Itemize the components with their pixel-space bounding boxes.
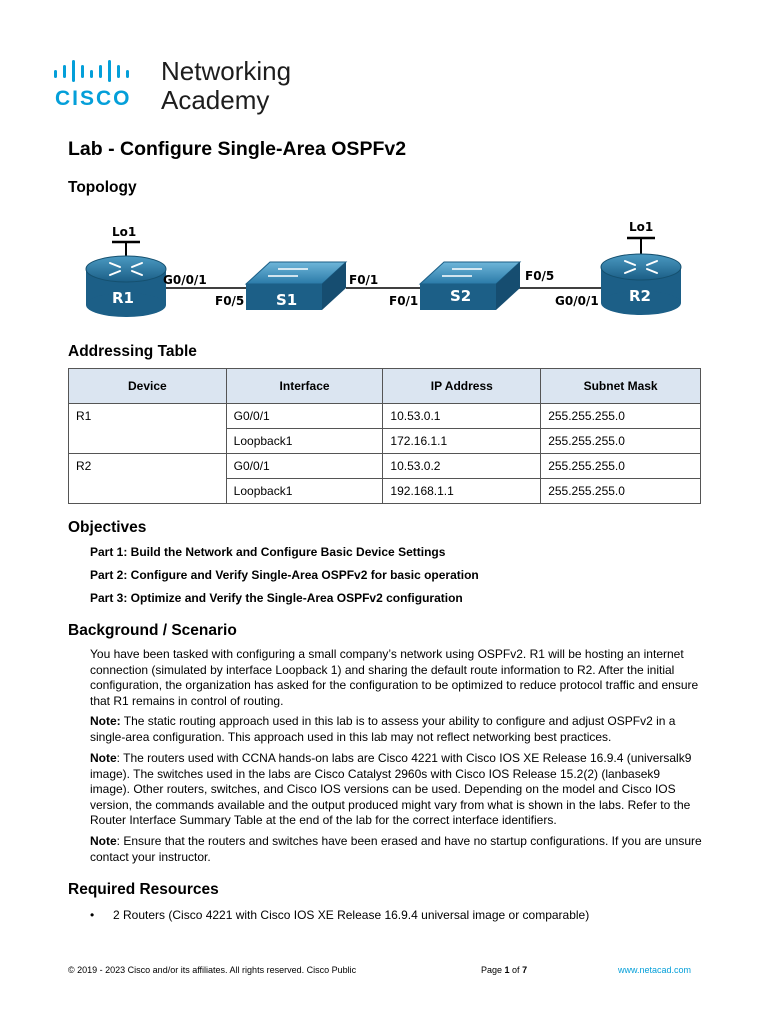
table-cell: 255.255.255.0: [541, 429, 701, 454]
s1-label: S1: [276, 291, 298, 309]
r2-label: R2: [629, 287, 651, 305]
s2-f05-label: F0/5: [525, 269, 555, 283]
table-cell: [69, 479, 227, 504]
table-cell: G0/0/1: [226, 404, 383, 429]
note-2-label: Note: [90, 751, 117, 765]
table-cell: 255.255.255.0: [541, 404, 701, 429]
cisco-bars-icon: [52, 60, 148, 82]
table-cell: G0/0/1: [226, 454, 383, 479]
r1-label: R1: [112, 289, 134, 307]
required-resources-heading: Required Resources: [68, 881, 219, 898]
r1-g001-label: G0/0/1: [163, 273, 207, 287]
bullet-icon: •: [90, 908, 95, 922]
col-device: Device: [69, 369, 227, 404]
table-cell: 10.53.0.1: [383, 404, 541, 429]
footer-link-container: [618, 965, 691, 975]
table-cell: R1: [69, 404, 227, 429]
lo1-left-label: Lo1: [112, 225, 137, 239]
note-3-label: Note: [90, 834, 117, 848]
footer-copyright: © 2019 - 2023 Cisco and/or its affiliates. All rights reserved. Cisco Public: [68, 965, 357, 975]
loopback-right: [627, 238, 655, 254]
table-row: [69, 454, 701, 479]
background-heading: Background / Scenario: [68, 622, 237, 639]
table-cell: 255.255.255.0: [541, 479, 701, 504]
table-cell: [69, 429, 227, 454]
page-current: 1: [504, 965, 510, 975]
page-prefix: Page: [481, 965, 505, 975]
cisco-wordmark: CISCO: [55, 87, 132, 110]
objectives-heading: Objectives: [68, 519, 147, 536]
s1-f01-label: F0/1: [349, 273, 379, 287]
table-cell: 172.16.1.1: [383, 429, 541, 454]
addressing-table: [68, 368, 701, 504]
table-row: [69, 429, 701, 454]
s2-f01-label: F0/1: [389, 294, 419, 308]
background-intro: You have been tasked with configuring a small company’s network using OSPFv2. R1 will be hosting an internet connection (simulated by interface Loopback 1) and sharing the default route information to R2. After the initial configuration, the organization has asked for the configuration to be optimized to reduce protocol traffic and ensure that R1 remains in control of routing.: [90, 647, 699, 708]
router-r2-icon: [601, 254, 681, 315]
col-subnet-mask: Subnet Mask: [541, 369, 701, 404]
r2-g001-label: G0/0/1: [555, 294, 599, 308]
page-total: 7: [522, 965, 528, 975]
col-interface: Interface: [226, 369, 383, 404]
table-cell: 192.168.1.1: [383, 479, 541, 504]
table-row: [69, 404, 701, 429]
page-sep: of: [509, 965, 523, 975]
academy-line-2: Academy: [161, 85, 270, 115]
addressing-table-heading: Addressing Table: [68, 343, 197, 360]
objective-part-2: Part 2: Configure and Verify Single-Area OSPFv2 for basic operation: [90, 568, 479, 582]
note-3: [90, 834, 702, 865]
table-cell: 255.255.255.0: [541, 454, 701, 479]
netacad-link[interactable]: www.netacad.com: [618, 965, 692, 975]
resource-item: 2 Routers (Cisco 4221 with Cisco IOS XE Release 16.9.4 universal image or comparable): [113, 908, 590, 922]
note-2-text: : The routers used with CCNA hands-on labs are Cisco 4221 with Cisco IOS XE Release 16.9.4 (universalk9 image). The switches used in the labs are Cisco Catalyst 2960s with Cisco IOS Release 15.2(2) (lanbasek9 image). Other routers, switches, and Cisco IOS versions can be used. Depending on the model and Cisco IOS version, the commands available and the output produced might vary from what is shown in the labs. Refer to the Router Interface Summary Table at the end of the lab for the correct interface identifiers.: [90, 751, 692, 827]
objective-part-3: Part 3: Optimize and Verify the Single-Area OSPFv2 configuration: [90, 591, 463, 605]
router-r1-icon: [86, 256, 166, 317]
table-cell: Loopback1: [226, 479, 383, 504]
table-cell: 10.53.0.2: [383, 454, 541, 479]
cisco-networking-academy-logo: [52, 56, 312, 116]
s2-label: S2: [450, 287, 472, 305]
page-title: Lab - Configure Single-Area OSPFv2: [68, 138, 407, 160]
loopback-left: [112, 242, 140, 256]
academy-line-1: Networking: [161, 56, 292, 86]
topology-heading: Topology: [68, 179, 137, 196]
note-1-text: The static routing approach used in this lab is to assess your ability to configure and adjust OSPFv2 in a single-area configuration. This approach used in this lab may not reflect networking best practices.: [90, 714, 676, 744]
note-2: [90, 751, 702, 829]
objective-part-1: Part 1: Build the Network and Configure Basic Device Settings: [90, 545, 446, 559]
s1-f05-label: F0/5: [215, 294, 245, 308]
note-3-text: : Ensure that the routers and switches have been erased and have no startup configurations. If you are unsure contact your instructor.: [90, 834, 702, 864]
table-cell: R2: [69, 454, 227, 479]
topology-diagram: [68, 212, 700, 324]
col-ip-address: IP Address: [383, 369, 541, 404]
table-row: [69, 479, 701, 504]
note-1: [90, 714, 702, 745]
note-1-label: Note:: [90, 714, 121, 728]
table-cell: Loopback1: [226, 429, 383, 454]
lo1-right-label: Lo1: [629, 220, 654, 234]
footer-page-number: [481, 965, 527, 975]
table-header-row: [69, 369, 701, 404]
